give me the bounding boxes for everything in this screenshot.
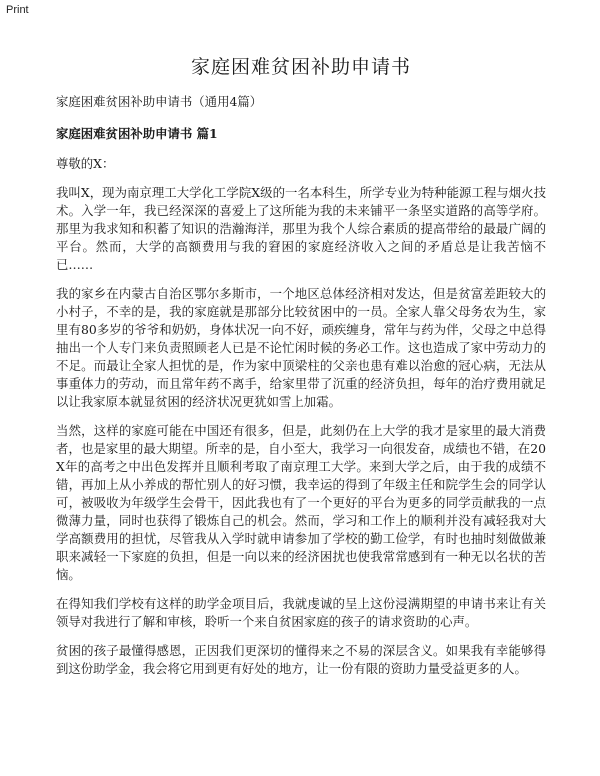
paragraph-3: 当然，这样的家庭可能在中国还有很多，但是，此刻仍在上大学的我才是家里的最大消费者，也是家里的最大期望。所幸的是，自小至大，我学习一向很发奋，成绩也不错，在20X年的高考之中出色发挥并且顺利考取了南京理工大学。来到大学之后，由于我的成绩不错，再加上从小养成的帮忙别人的好习惯，我幸运的得到了年级主任和院学生会的同学认可，被吸收为年级学生会骨干，因此我也有了一个更好的平台为更多的同学贡献我的一点微薄力量，同时也获得了锻炼自己的机会。然而，学习和工作上的顺利并没有减轻我对大学高额费用的担忧，尽管我从入学时就申请参加了学校的勤工俭学，有时也抽时刻做做兼职来减轻一下家庭的负担，但是一向以来的经济困扰也使我常常感到有一种无以名状的苦恼。 bbox=[56, 423, 546, 583]
paragraph-1: 我叫X，现为南京理工大学化工学院X级的一名本科生，所学专业为特种能源工程与烟火技术。入学一年，我已经深深的喜爱上了这所能为我的未来铺平一条坚实道路的高等学府。那里为我求知和积蓄了知识的浩瀚海洋，那里为我个人综合素质的提高带给的最最广阔的平台。然而，大学的高额费用与我的窘困的家庭经济收入之间的矛盾总是让我苦恼不已…… bbox=[56, 185, 546, 273]
document-title: 家庭困难贫困补助申请书 bbox=[190, 56, 411, 78]
print-link[interactable]: Print bbox=[6, 4, 29, 16]
paragraph-4: 在得知我们学校有这样的助学金项目后，我就虔诚的呈上这份浸满期望的申请书来让有关领导对我进行了解和审核，聆听一个来自贫困家庭的孩子的请求资助的心声。 bbox=[56, 596, 546, 630]
paragraph-2: 我的家乡在内蒙古自治区鄂尔多斯市，一个地区总体经济相对发达，但是贫富差距较大的小村子，不幸的是，我的家庭就是那部分比较贫困中的一员。全家人靠父母务农为生，家里有80多岁的爷爷和奶奶，身体状况一向不好，顽疾缠身，常年与药为伴，父母之中总得抽出一个人专门来负责照顾老人已是不论忙闲时候的务必工作。这也造成了家中劳动力的不足。而最让全家人担忧的是，作为家中顶梁柱的父亲也患有难以治愈的冠心病，无法从事重体力的劳动，而且常年药不离手，给家里带了沉重的经济负担，每年的治疗费用就足以让我家原本就显贫困的经济状况更犹如雪上加霜。 bbox=[56, 286, 546, 410]
paragraph-5: 贫困的孩子最懂得感恩，正因我们更深切的懂得来之不易的深层含义。如果我有幸能够得到这份助学金，我会将它用到更有好处的地方，让一份有限的资助力量受益更多的人。 bbox=[56, 643, 546, 677]
document bbox=[56, 52, 546, 689]
document-subtitle: 家庭困难贫困补助申请书（通用4篇） bbox=[56, 94, 263, 109]
section-title: 家庭困难贫困补助申请书 篇1 bbox=[56, 126, 218, 142]
salutation: 尊敬的X： bbox=[56, 156, 115, 172]
